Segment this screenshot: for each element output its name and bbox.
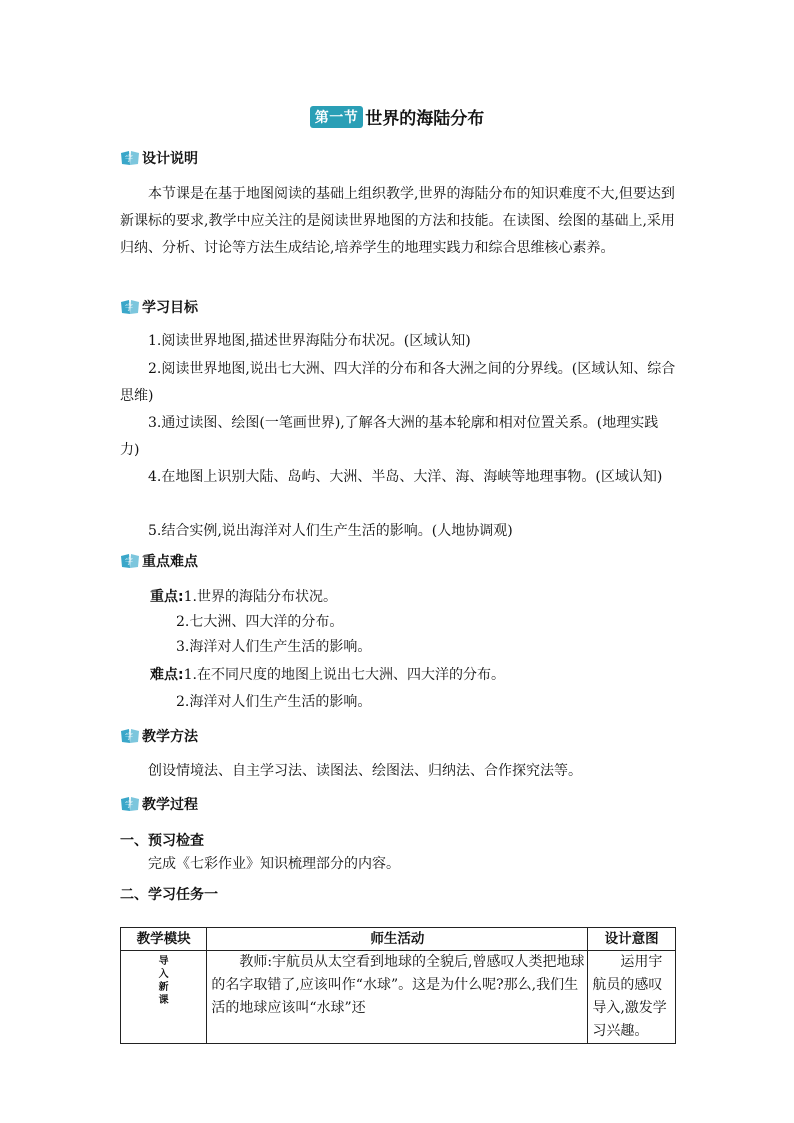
module-char: 导 bbox=[158, 956, 169, 967]
section-badge: 第一节 bbox=[310, 106, 364, 128]
table-row bbox=[121, 951, 676, 1044]
table-header-cell: 师生活动 bbox=[207, 928, 588, 951]
intent-cell: 运用宇航员的感叹导入,激发学习兴趣。 bbox=[588, 951, 676, 1044]
book-icon bbox=[120, 796, 140, 812]
design-paragraph: 本节课是在基于地图阅读的基础上组织教学,世界的海陆分布的知识难度不大,但要达到新课标的要求,教学中应关注的是阅读世界地图的方法和技能。在读图、绘图的基础上,采用归纳、分析、讨论等方法生成结论,培养学生的地理实践力和综合思维核心素养。 bbox=[120, 186, 675, 256]
step2-title: 二、学习任务一 bbox=[120, 887, 218, 903]
goal-item: 5.结合实例,说出海洋对人们生产生活的影响。(人地协调观) bbox=[148, 523, 513, 539]
svg-text:字: 字 bbox=[125, 732, 133, 741]
section-label: 重点难点 bbox=[142, 554, 198, 570]
goal-item: 2.阅读世界地图,说出七大洲、四大洋的分布和各大洲之间的分界线。(区域认知、综合思维) bbox=[120, 361, 676, 404]
hard-point-row bbox=[150, 663, 505, 688]
key-item: 1.世界的海陆分布状况。 bbox=[183, 589, 337, 605]
goal-item: 3.通过读图、绘图(一笔画世界),了解各大洲的基本轮廓和相对位置关系。(地理实践力) bbox=[120, 415, 659, 458]
key-point-row bbox=[150, 585, 337, 610]
activity-cell: 教师:宇航员从太空看到地球的全貌后,曾感叹人类把地球的名字取错了,应该叫作“水球”。这是为什么呢?那么,我们生活的地球应该叫“水球”还 bbox=[207, 951, 588, 1044]
hard-item: 2.海洋对人们生产生活的影响。 bbox=[176, 694, 372, 710]
hard-item: 1.在不同尺度的地图上说出七大洲、四大洋的分布。 bbox=[183, 667, 505, 683]
section-heading-keypoints bbox=[120, 551, 198, 571]
section-heading-design bbox=[120, 148, 198, 168]
svg-text:字: 字 bbox=[125, 154, 133, 163]
section-label: 学习目标 bbox=[142, 300, 198, 316]
section-label: 教学过程 bbox=[142, 797, 198, 813]
lesson-table bbox=[120, 927, 676, 1044]
section-label: 设计说明 bbox=[142, 151, 198, 167]
book-icon bbox=[120, 299, 140, 315]
svg-text:字: 字 bbox=[125, 303, 133, 312]
methods-text: 创设情境法、自主学习法、读图法、绘图法、归纳法、合作探究法等。 bbox=[148, 763, 582, 779]
module-cell bbox=[121, 951, 207, 1044]
section-heading-goals bbox=[120, 297, 198, 317]
book-icon bbox=[120, 728, 140, 744]
module-char: 新 bbox=[158, 982, 169, 993]
section-label: 教学方法 bbox=[142, 729, 198, 745]
step1-text: 完成《七彩作业》知识梳理部分的内容。 bbox=[148, 856, 400, 872]
page-title: 世界的海陆分布 bbox=[365, 109, 485, 129]
step1-title: 一、预习检查 bbox=[120, 833, 204, 849]
section-heading-process bbox=[120, 794, 198, 814]
svg-text:字: 字 bbox=[125, 557, 133, 566]
hard-label: 难点: bbox=[150, 667, 184, 683]
book-icon bbox=[120, 150, 140, 166]
key-label: 重点: bbox=[150, 589, 184, 605]
section-heading-methods bbox=[120, 726, 198, 746]
goal-item: 4.在地图上识别大陆、岛屿、大洲、半岛、大洋、海、海峡等地理事物。(区域认知) bbox=[148, 469, 663, 485]
title-row bbox=[0, 104, 794, 129]
table-header-row bbox=[121, 928, 676, 951]
key-item: 2.七大洲、四大洋的分布。 bbox=[176, 614, 344, 630]
key-item: 3.海洋对人们生产生活的影响。 bbox=[176, 639, 372, 655]
module-char: 课 bbox=[158, 995, 169, 1006]
table-header-cell: 教学模块 bbox=[121, 928, 207, 951]
module-char: 入 bbox=[158, 969, 169, 980]
svg-text:字: 字 bbox=[125, 800, 133, 809]
book-icon bbox=[120, 553, 140, 569]
table-header-cell: 设计意图 bbox=[588, 928, 676, 951]
goal-item: 1.阅读世界地图,描述世界海陆分布状况。(区域认知) bbox=[148, 333, 471, 349]
